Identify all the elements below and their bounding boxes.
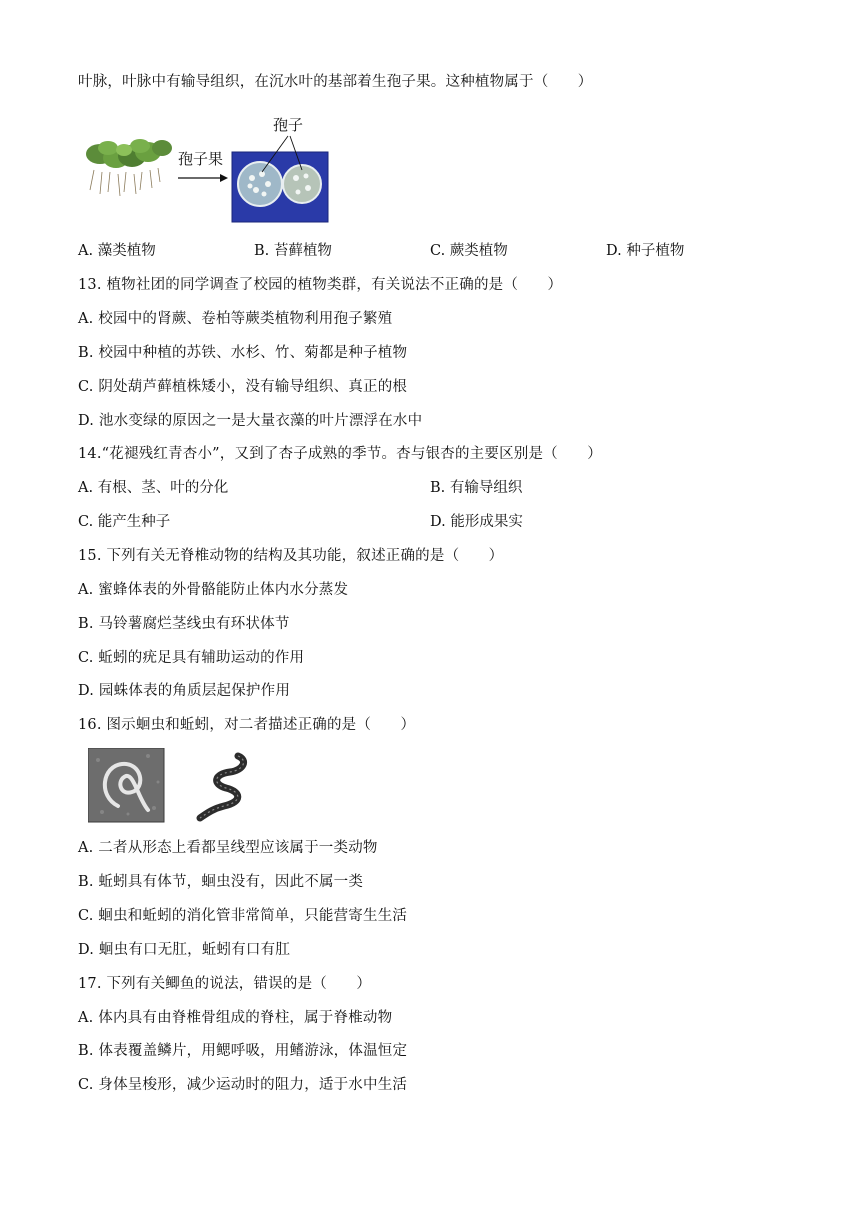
q14-option-a: A. 有根、茎、叶的分化 bbox=[78, 480, 229, 496]
q17-option-c: C. 身体呈梭形，减少运动时的阻力，适于水中生活 bbox=[78, 1077, 408, 1093]
q16-figure-svg bbox=[88, 748, 258, 824]
q16-option-a: A. 二者从形态上看都呈线型应该属于一类动物 bbox=[78, 840, 378, 856]
q13-option-a: A. 校园中的肾蕨、卷柏等蕨类植物利用孢子繁殖 bbox=[78, 311, 393, 327]
q15-option-a: A. 蜜蜂体表的外骨骼能防止体内水分蒸发 bbox=[78, 582, 349, 598]
arrow-head bbox=[220, 174, 228, 182]
spore-label: 孢子 bbox=[273, 116, 304, 134]
q13-option-c: C. 阴处葫芦藓植株矮小，没有输导组织、真正的根 bbox=[78, 379, 408, 395]
q12-stem-tail: 叶脉，叶脉中有输导组织，在沉水叶的基部着生孢子果。这种植物属于（ ） bbox=[78, 74, 593, 90]
q15-option-c: C. 蚯蚓的疣足具有辅助运动的作用 bbox=[78, 650, 305, 666]
q14-option-b: B. 有输导组织 bbox=[430, 480, 523, 496]
q13-stem: 13. 植物社团的同学调查了校园的植物类群，有关说法不正确的是（ ） bbox=[78, 277, 563, 293]
q16-figure bbox=[88, 748, 258, 824]
q12-figure-svg bbox=[80, 112, 340, 224]
q17-option-a: A. 体内具有由脊椎骨组成的脊柱，属于脊椎动物 bbox=[78, 1010, 393, 1026]
q13-option-d: D. 池水变绿的原因之一是大量衣藻的叶片漂浮在水中 bbox=[78, 413, 423, 429]
q15-option-d: D. 园蛛体表的角质层起保护作用 bbox=[78, 683, 291, 699]
roundworm-photo bbox=[88, 748, 164, 822]
q12-option-b: B. 苔藓植物 bbox=[254, 243, 332, 259]
q16-stem: 16. 图示蛔虫和蚯蚓，对二者描述正确的是（ ） bbox=[78, 717, 416, 733]
earthworm-photo bbox=[200, 756, 244, 818]
q16-option-d: D. 蛔虫有口无肛，蚯蚓有口有肛 bbox=[78, 942, 291, 958]
q15-option-b: B. 马铃薯腐烂茎线虫有环状体节 bbox=[78, 616, 290, 632]
q17-option-b: B. 体表覆盖鳞片，用鳃呼吸，用鳍游泳，体温恒定 bbox=[78, 1043, 408, 1059]
q17-stem: 17. 下列有关鲫鱼的说法，错误的是（ ） bbox=[78, 976, 372, 992]
q15-stem: 15. 下列有关无脊椎动物的结构及其功能，叙述正确的是（ ） bbox=[78, 548, 504, 564]
q14-option-c: C. 能产生种子 bbox=[78, 514, 171, 530]
q12-option-a: A. 藻类植物 bbox=[78, 243, 156, 259]
q12-option-d: D. 种子植物 bbox=[606, 243, 685, 259]
sporocarp-photo bbox=[232, 152, 328, 222]
sporocarp-label: 孢子果 bbox=[178, 150, 224, 168]
q12-figure bbox=[80, 112, 340, 224]
q16-option-b: B. 蚯蚓具有体节，蛔虫没有，因此不属一类 bbox=[78, 874, 364, 890]
q14-option-d: D. 能形成果实 bbox=[430, 514, 523, 530]
q12-option-c: C. 蕨类植物 bbox=[430, 243, 508, 259]
q14-stem: 14.“花褪残红青杏小”，又到了杏子成熟的季节。杏与银杏的主要区别是（ ） bbox=[78, 446, 602, 462]
q13-option-b: B. 校园中种植的苏铁、水杉、竹、菊都是种子植物 bbox=[78, 345, 408, 361]
q16-option-c: C. 蛔虫和蚯蚓的消化管非常简单，只能营寄生生活 bbox=[78, 908, 408, 924]
water-plant-illustration bbox=[86, 139, 172, 196]
